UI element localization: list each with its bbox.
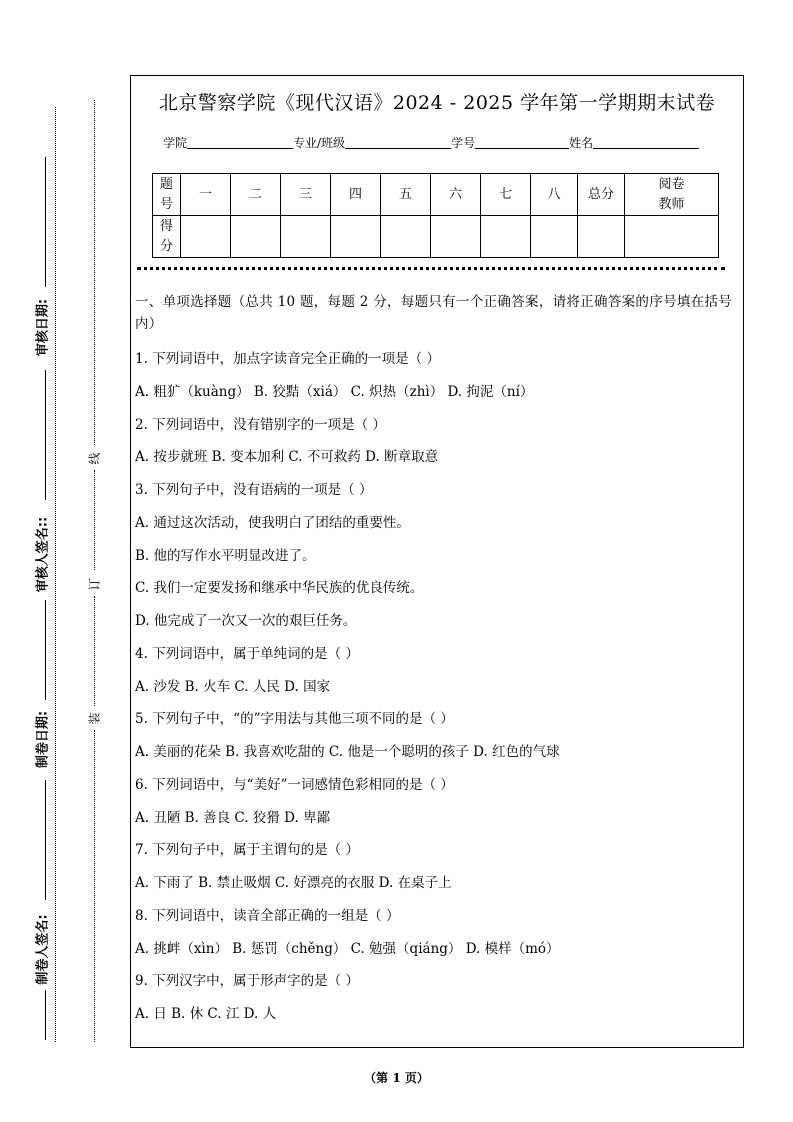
score-head-5: 五	[381, 174, 431, 216]
bind-mark-xian: 线	[87, 452, 102, 465]
question-1-options: A. 粗犷（kuàng） B. 狡黠（xiá） C. 炽热（zhì） D. 拘泥（ní）	[135, 384, 534, 400]
question-8-options: A. 挑衅（xìn） B. 惩罚（chěng） C. 勉强（qiáng） D. 模样（mó）	[135, 941, 560, 957]
score-head-8: 八	[531, 174, 578, 216]
question-3-option-d: D. 他完成了一次又一次的艰巨任务。	[135, 613, 357, 629]
school-label: 学院	[163, 136, 188, 150]
question-4: 4. 下列词语中，属于单纯词的是（ ）	[135, 646, 359, 662]
question-1: 1. 下列词语中，加点字读音完全正确的一项是（ ）	[135, 351, 440, 367]
dotted-separator	[137, 267, 725, 270]
score-head-6: 六	[431, 174, 481, 216]
score-table-header-row	[153, 174, 719, 216]
question-3-option-c: C. 我们一定要发扬和继承中华民族的优良传统。	[135, 580, 424, 596]
bind-mark-ding: 订	[87, 578, 102, 591]
score-table-score-row	[153, 216, 719, 258]
name-field[interactable]	[593, 136, 699, 149]
question-8: 8. 下列词语中，读音全部正确的一组是（ ）	[135, 908, 400, 924]
question-9-options: A. 日 B. 休 C. 江 D. 人	[135, 1006, 277, 1022]
score-head-number: 题 号	[153, 174, 181, 216]
question-5-options: A. 美丽的花朵 B. 我喜欢吃甜的 C. 他是一个聪明的孩子 D. 红色的气球	[135, 744, 560, 760]
cut-line-left	[55, 107, 56, 1042]
score-cell-grader[interactable]	[625, 216, 719, 258]
review-date-label: 审核日期:	[35, 298, 51, 357]
student-id-field[interactable]	[475, 136, 569, 149]
cut-line-right-4	[94, 730, 95, 1042]
score-head-2: 二	[231, 174, 281, 216]
bind-mark-zhuang: 装	[87, 712, 102, 725]
cut-line-right	[94, 100, 95, 445]
score-cell[interactable]	[331, 216, 381, 258]
section-1-heading: 一、单项选择题（总共 10 题，每题 2 分，每题只有一个正确答案，请将正确答案的序号填在括号内）	[135, 294, 733, 332]
question-7-options: A. 下雨了 B. 禁止吸烟 C. 好漂亮的衣服 D. 在桌子上	[135, 875, 452, 891]
score-head-total: 总分	[578, 174, 625, 216]
score-row-label: 得 分	[153, 216, 181, 258]
question-3-option-a: A. 通过这次活动，使我明白了团结的重要性。	[135, 515, 410, 531]
question-3-option-b: B. 他的写作水平明显改进了。	[135, 548, 316, 564]
major-field[interactable]	[345, 136, 451, 149]
question-9: 9. 下列汉字中，属于形声字的是（ ）	[135, 973, 359, 989]
name-label: 姓名	[569, 136, 594, 150]
page-number: （第 1 页）	[364, 1071, 429, 1085]
question-5: 5. 下列句子中，“的”字用法与其他三项不同的是（ ）	[135, 711, 454, 727]
signature-line-1	[45, 157, 46, 287]
exam-frame	[130, 75, 744, 1048]
score-table	[152, 173, 719, 258]
question-6-options: A. 丑陋 B. 善良 C. 狡猾 D. 卑鄙	[135, 810, 331, 826]
signature-line-5	[45, 990, 46, 1040]
question-6: 6. 下列词语中，与“美好”一词感情色彩相同的是（ ）	[135, 777, 454, 793]
question-2: 2. 下列词语中，没有错别字的一项是（ ）	[135, 417, 386, 433]
score-cell[interactable]	[531, 216, 578, 258]
binding-sidebar	[0, 0, 128, 1122]
cut-line-right-2	[94, 470, 95, 570]
score-cell[interactable]	[231, 216, 281, 258]
question-7: 7. 下列句子中，属于主谓句的是（ ）	[135, 842, 359, 858]
score-cell[interactable]	[381, 216, 431, 258]
score-head-1: 一	[181, 174, 231, 216]
review-sign-label: 审核人签名::	[35, 516, 51, 593]
score-cell[interactable]	[431, 216, 481, 258]
student-id-label: 学号	[451, 136, 476, 150]
signature-line-2	[45, 370, 46, 500]
score-cell-total[interactable]	[578, 216, 625, 258]
question-2-options: A. 按步就班 B. 变本加利 C. 不可救药 D. 断章取意	[135, 449, 439, 465]
major-label: 专业/班级	[293, 136, 346, 150]
student-info-row	[163, 134, 699, 151]
score-cell[interactable]	[181, 216, 231, 258]
make-sign-label: 制卷人签名:	[35, 914, 51, 985]
score-head-grader: 阅卷 教师	[625, 174, 719, 216]
score-cell[interactable]	[481, 216, 531, 258]
score-head-7: 七	[481, 174, 531, 216]
signature-line-3	[45, 600, 46, 700]
score-head-3: 三	[281, 174, 331, 216]
question-4-options: A. 沙发 B. 火车 C. 人民 D. 国家	[135, 679, 331, 695]
make-date-label: 制卷日期:	[35, 710, 51, 769]
score-head-4: 四	[331, 174, 381, 216]
exam-title: 北京警察学院《现代汉语》2024 - 2025 学年第一学期期末试卷	[158, 92, 716, 114]
school-field[interactable]	[187, 136, 293, 149]
question-3: 3. 下列句子中，没有语病的一项是（ ）	[135, 482, 373, 498]
signature-line-4	[45, 780, 46, 900]
score-cell[interactable]	[281, 216, 331, 258]
cut-line-right-3	[94, 596, 95, 706]
